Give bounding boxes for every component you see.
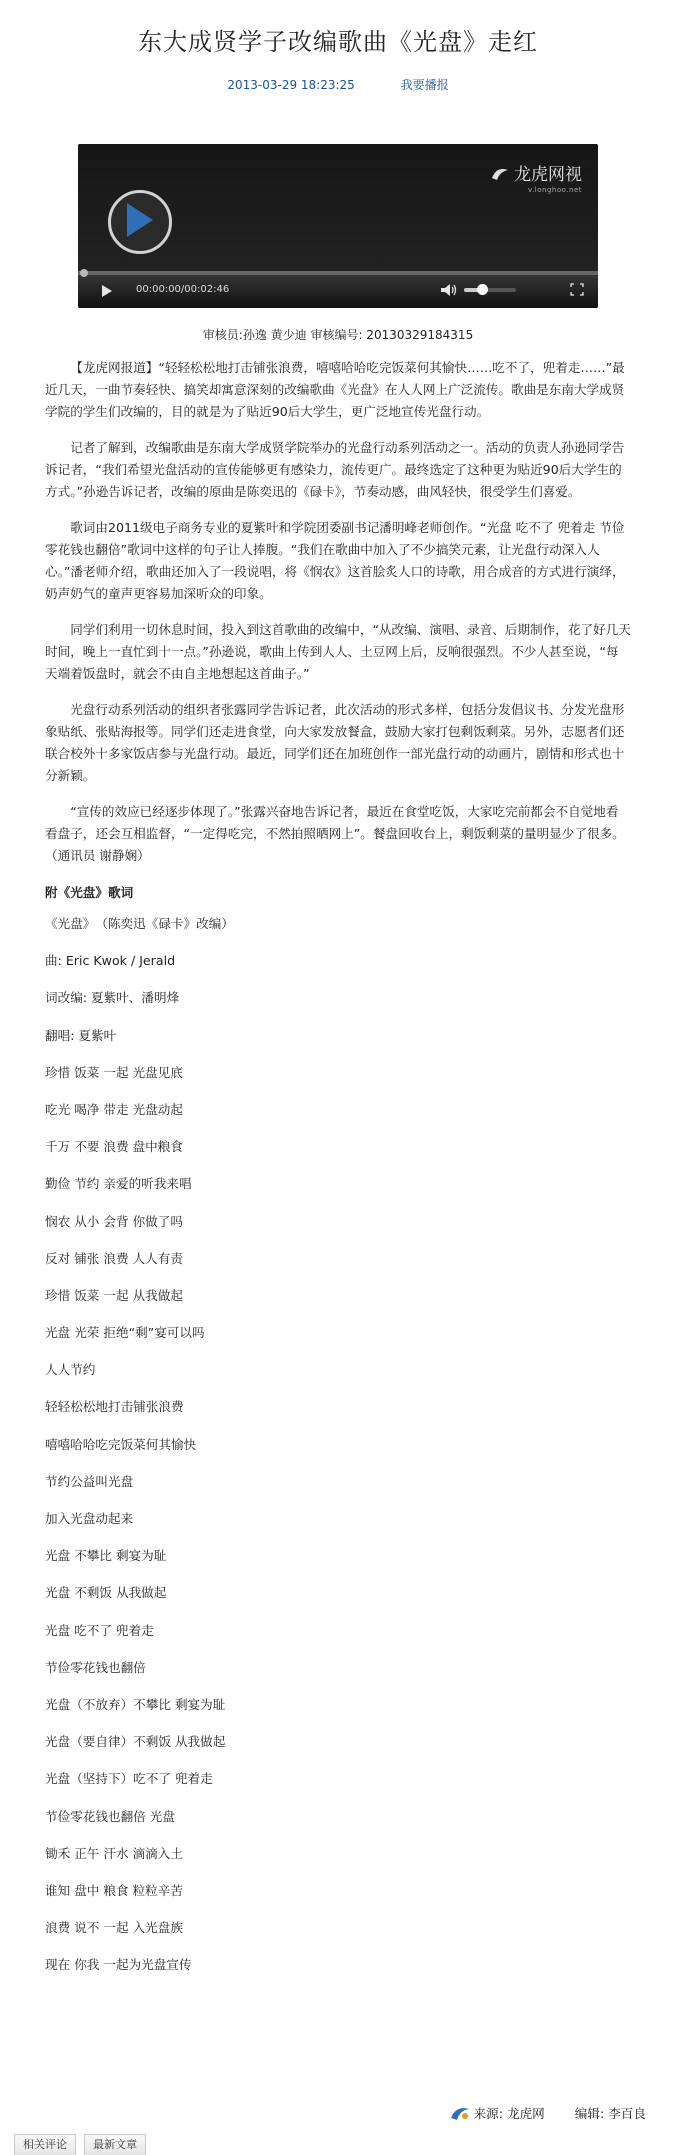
lyrics-heading: 附《光盘》歌词	[45, 885, 134, 900]
play-icon[interactable]	[100, 284, 114, 298]
tab-related-comments[interactable]: 相关评论	[14, 2134, 76, 2155]
lyrics-line: 浪费 说不 一起 入光盘族	[45, 1920, 183, 1936]
article-paragraph: 光盘行动系列活动的组织者张露同学告诉记者，此次活动的形式多样，包括分发倡议书、分发光盘形象贴纸、张贴海报等。同学们还走进食堂，向大家发放餐盒，鼓励大家打包剩饭剩菜。另外，志愿者们还联合校外十多家饭店参与光盘行动。最近，同学们还在加班创作一部光盘行动的动画片，剧情和形式也十分新颖。	[45, 702, 625, 783]
article-paragraph: 记者了解到，改编歌曲是东南大学成贤学院举办的光盘行动系列活动之一。活动的负责人孙逊同学告诉记者，“我们希望光盘活动的宣传能够更有感染力，流传更广。最终选定了这种更为贴近90后大学生的方式。”孙逊告诉记者，改编的原曲是陈奕迅的《碌卡》，节奏动感，曲风轻快，很受学生们喜爱。	[45, 440, 625, 499]
lyrics-line: 反对 铺张 浪费 人人有责	[45, 1250, 183, 1266]
article-body	[0, 340, 676, 867]
fullscreen-icon[interactable]	[570, 283, 584, 296]
article-paragraph: “宣传的效应已经逐步体现了。”张露兴奋地告诉记者，最近在食堂吃饭，大家吃完前都会不自觉地看看盘子，还会互相监督，“一定得吃完，不然拍照晒网上”。餐盘回收台上，剩饭剩菜的量明显少了很多。（通讯员 谢静娴）	[45, 804, 625, 863]
lyrics-line: 光盘 吃不了 兜着走	[45, 1622, 154, 1638]
play-icon	[125, 203, 155, 237]
lyrics-line: 勤俭 节约 亲爱的听我来唱	[45, 1176, 192, 1192]
lyrics-line: 翻唱: 夏紫叶	[45, 1027, 117, 1043]
volume-handle[interactable]	[477, 284, 488, 295]
page-title: 东大成贤学子改编歌曲《光盘》走红	[138, 28, 538, 56]
lyrics-line: 光盘（要自律）不剩饭 从我做起	[45, 1734, 226, 1750]
lyrics-line: 节约公益叫光盘	[45, 1473, 134, 1489]
lyrics-line: 曲: Eric Kwok / Jerald	[45, 953, 176, 969]
editor-label: 编辑: 李百良	[574, 2106, 646, 2121]
lyrics-line: 珍惜 饭菜 一起 从我做起	[45, 1287, 183, 1303]
lyrics-line: 《光盘》 （陈奕迅《碌卡》改编）	[45, 916, 234, 931]
big-play-button[interactable]	[108, 190, 172, 254]
article-meta	[0, 76, 676, 92]
source-logo-icon	[449, 2105, 471, 2121]
player-controls	[78, 271, 598, 308]
lyrics-line: 词改编: 夏紫叶、潘明烽	[45, 990, 180, 1006]
lyrics-line: 光盘（坚持下）吃不了 兜着走	[45, 1771, 213, 1787]
lyrics-line: 加入光盘动起来	[45, 1511, 134, 1526]
publish-date: 2013-03-29 18:23:25	[227, 78, 355, 92]
lyrics-line: 谁知 盘中 粮食 粒粒辛苦	[45, 1882, 183, 1898]
lyrics-line: 千万 不要 浪费 盘中粮食	[45, 1139, 183, 1155]
lyrics-line: 嘻嘻哈哈吃完饭菜何其愉快	[45, 1436, 197, 1452]
lyrics-section	[0, 881, 676, 1983]
lyrics-line: 吃光 喝净 带走 光盘动起	[45, 1101, 183, 1117]
lyrics-line: 光盘 不攀比 剩宴为耻	[45, 1548, 167, 1564]
volume-icon[interactable]	[440, 283, 458, 297]
lyrics-line: 节俭零花钱也翻倍 光盘	[45, 1808, 175, 1824]
lyrics-line: 锄禾 正午 汗水 滴滴入土	[45, 1845, 183, 1861]
source-label: 来源: 龙虎网	[473, 2106, 545, 2121]
time-display: 00:00:00/00:02:46	[136, 284, 230, 295]
article-paragraph: 同学们利用一切休息时间，投入到这首歌曲的改编中，“从改编、演唱、录音、后期制作，花了好几天时间，晚上一直忙到十一点。”孙逊说，歌曲上传到人人、土豆网上后，反响很强烈。不少人甚至说，“每天端着饭盘时，就会不由自主地想起这首曲子。”	[45, 622, 631, 681]
reviewer-info: 审核员:孙逸 黄少迪 审核编号: 20130329184315	[202, 328, 474, 342]
tab-latest-articles[interactable]: 最新文章	[84, 2134, 146, 2155]
lyrics-line: 现在 你我 一起为光盘宣传	[45, 1957, 192, 1973]
lyrics-line: 光盘 不剩饭 从我做起	[45, 1585, 167, 1601]
logo-text: 龙虎网视	[514, 165, 582, 185]
logo-icon	[490, 166, 510, 182]
report-link[interactable]: 我要播报	[400, 78, 449, 92]
lyrics-line: 珍惜 饭菜 一起 光盘见底	[45, 1064, 183, 1080]
article-footer	[449, 2102, 646, 2126]
progress-bar[interactable]	[78, 271, 598, 275]
lyrics-line: 节俭零花钱也翻倍	[45, 1659, 146, 1675]
bottom-tabs	[14, 2133, 149, 2155]
lyrics-line: 光盘（不放弃）不攀比 剩宴为耻	[45, 1696, 226, 1712]
video-player[interactable]	[78, 144, 598, 308]
article-paragraph: 【龙虎网报道】“轻轻松松地打击铺张浪费，嘻嘻哈哈吃完饭菜何其愉快……吃不了，兜着走……”最近几天，一曲节奏轻快、搞笑却寓意深刻的改编歌曲《光盘》在人人网上广泛流传。歌曲是东南大学成贤学院的学生们改编的，目的就是为了贴近90后大学生，更广泛地宣传光盘行动。	[45, 360, 625, 419]
article-paragraph: 歌词由2011级电子商务专业的夏紫叶和学院团委副书记潘明峰老师创作。“光盘 吃不了 兜着走 节俭零花钱也翻倍”歌词中这样的句子让人捧腹。“我们在歌曲中加入了不少搞笑元素，让光盘行动深入人心。”潘老师介绍，歌曲还加入了一段说唱，将《悯农》这首脍炙人口的诗歌，用合成音的方式进行演绎，奶声奶气的童声更容易加深听众的印象。	[45, 520, 625, 601]
volume-slider[interactable]	[464, 288, 516, 292]
lyrics-line: 人人节约	[45, 1362, 96, 1378]
player-logo	[490, 160, 582, 194]
lyrics-line: 悯农 从小 会背 你做了吗	[45, 1213, 183, 1229]
lyrics-line: 轻轻松松地打击铺张浪费	[45, 1399, 184, 1415]
logo-url: v.longhoo.net	[527, 186, 582, 194]
lyrics-line: 光盘 光荣 拒绝“剩”宴可以吗	[45, 1325, 205, 1341]
progress-handle[interactable]	[80, 269, 88, 277]
